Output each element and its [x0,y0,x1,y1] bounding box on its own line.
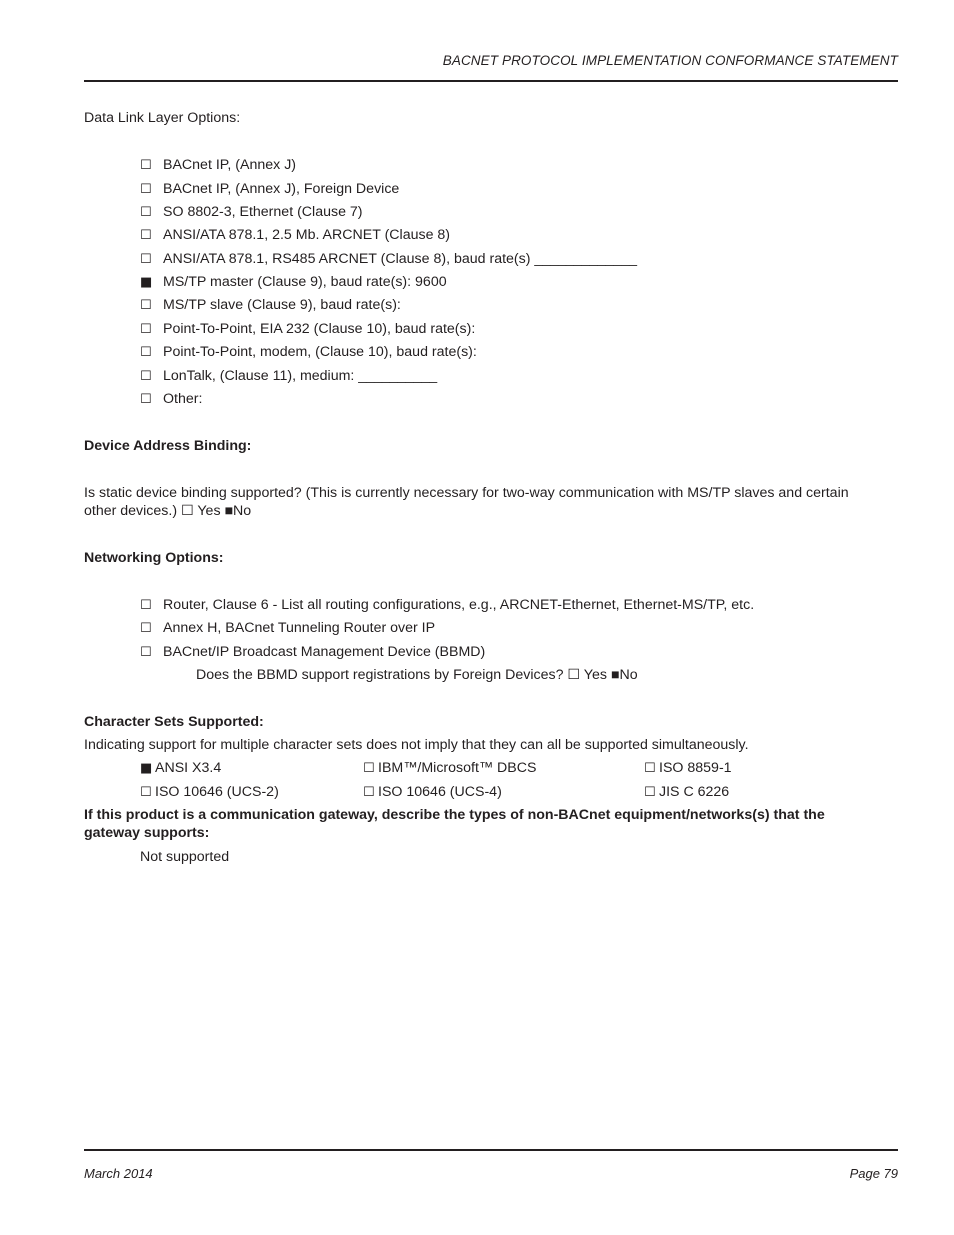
checkbox-empty-icon: ☐ [140,645,152,660]
data-link-option [140,343,477,362]
charset-item [644,783,729,802]
networking-option [140,596,754,615]
charset-item [363,759,536,778]
checkbox-empty-icon: ☐ [140,228,152,243]
networking-option [140,619,435,638]
checkbox-empty-icon: ☐ [140,598,152,613]
charsets-heading: Character Sets Supported: [84,714,264,730]
option-label: MS/TP master (Clause 9), baud rate(s): 9600 [163,274,447,290]
option-label: BACnet IP, (Annex J) [163,157,297,173]
footer-date: March 2014 [84,1166,153,1181]
charsets-note: Indicating support for multiple character sets does not imply that they can all be supported simultaneously. [84,737,749,753]
option-label: BACnet/IP Broadcast Management Device (BBMD) [163,644,486,660]
charset-label: ISO 8859-1 [659,760,732,776]
device-binding-heading: Device Address Binding: [84,438,252,454]
charset-label: ISO 10646 (UCS-2) [155,784,279,800]
option-label: Other: [163,391,203,407]
checkbox-empty-icon: ☐ [140,392,152,407]
charset-item [140,783,279,802]
option-label: Router, Clause 6 - List all routing configurations, e.g., ARCNET-Ethernet, Ethernet-MS/TP, etc. [163,597,755,613]
data-link-option [140,203,363,222]
data-link-option [140,273,447,292]
charset-label: ISO 10646 (UCS-4) [378,784,502,800]
footer-page-number: Page 79 [849,1166,898,1181]
checkbox-filled-icon: ■ [140,761,153,776]
option-label: LonTalk, (Clause 11), medium: __________ [163,368,438,384]
data-link-option [140,156,296,175]
data-link-option [140,296,401,315]
page-header-title: BACNET PROTOCOL IMPLEMENTATION CONFORMANCE STATEMENT [442,53,898,68]
checkbox-empty-icon: ☐ [140,621,152,636]
option-label: SO 8802-3, Ethernet (Clause 7) [163,204,363,220]
checkbox-empty-icon: ☐ [363,785,375,800]
charset-item [363,783,502,802]
data-link-option [140,226,450,245]
checkbox-empty-icon: ☐ [644,761,656,776]
checkbox-empty-icon: ☐ [644,785,656,800]
option-label: Point-To-Point, EIA 232 (Clause 10), baud rate(s): [163,321,476,337]
data-link-option [140,390,202,409]
charset-label: JIS C 6226 [659,784,730,800]
charset-label: IBM™/Microsoft™ DBCS [378,760,537,776]
option-label: ANSI/ATA 878.1, 2.5 Mb. ARCNET (Clause 8) [163,227,451,243]
option-label: Annex H, BACnet Tunneling Router over IP [163,620,436,636]
gateway-answer: Not supported [140,849,230,865]
option-label: ANSI/ATA 878.1, RS485 ARCNET (Clause 8), baud rate(s) _____________ [163,251,637,267]
networking-option [140,643,485,662]
device-binding-question: Is static device binding supported? (This is currently necessary for two-way communication with MS/TP slaves and certain other devices.) ☐ Yes ■No [84,485,849,519]
option-label: MS/TP slave (Clause 9), baud rate(s): [163,297,401,313]
data-link-heading: Data Link Layer Options: [84,110,241,126]
checkbox-empty-icon: ☐ [140,322,152,337]
footer-rule [84,1149,898,1151]
data-link-option [140,367,437,386]
charset-label: ANSI X3.4 [155,760,222,776]
checkbox-empty-icon: ☐ [140,158,152,173]
networking-heading: Networking Options: [84,550,224,566]
checkbox-empty-icon: ☐ [140,369,152,384]
charset-item [140,759,221,778]
charset-item [644,759,732,778]
checkbox-empty-icon: ☐ [140,205,152,220]
data-link-option [140,320,475,339]
checkbox-empty-icon: ☐ [140,785,152,800]
data-link-option [140,250,637,269]
checkbox-empty-icon: ☐ [140,252,152,267]
checkbox-filled-icon: ■ [140,275,153,290]
header-rule [84,80,898,82]
option-label: Point-To-Point, modem, (Clause 10), baud rate(s): [163,344,477,360]
option-label: BACnet IP, (Annex J), Foreign Device [163,181,400,197]
data-link-option [140,180,399,199]
checkbox-empty-icon: ☐ [140,298,152,313]
checkbox-empty-icon: ☐ [140,345,152,360]
bbmd-question: Does the BBMD support registrations by Foreign Devices? ☐ Yes ■No [196,667,638,683]
checkbox-empty-icon: ☐ [363,761,375,776]
gateway-heading: If this product is a communication gateway, describe the types of non-BACnet equipment/networks(s) that the gateway supports: [84,807,825,841]
checkbox-empty-icon: ☐ [140,182,152,197]
